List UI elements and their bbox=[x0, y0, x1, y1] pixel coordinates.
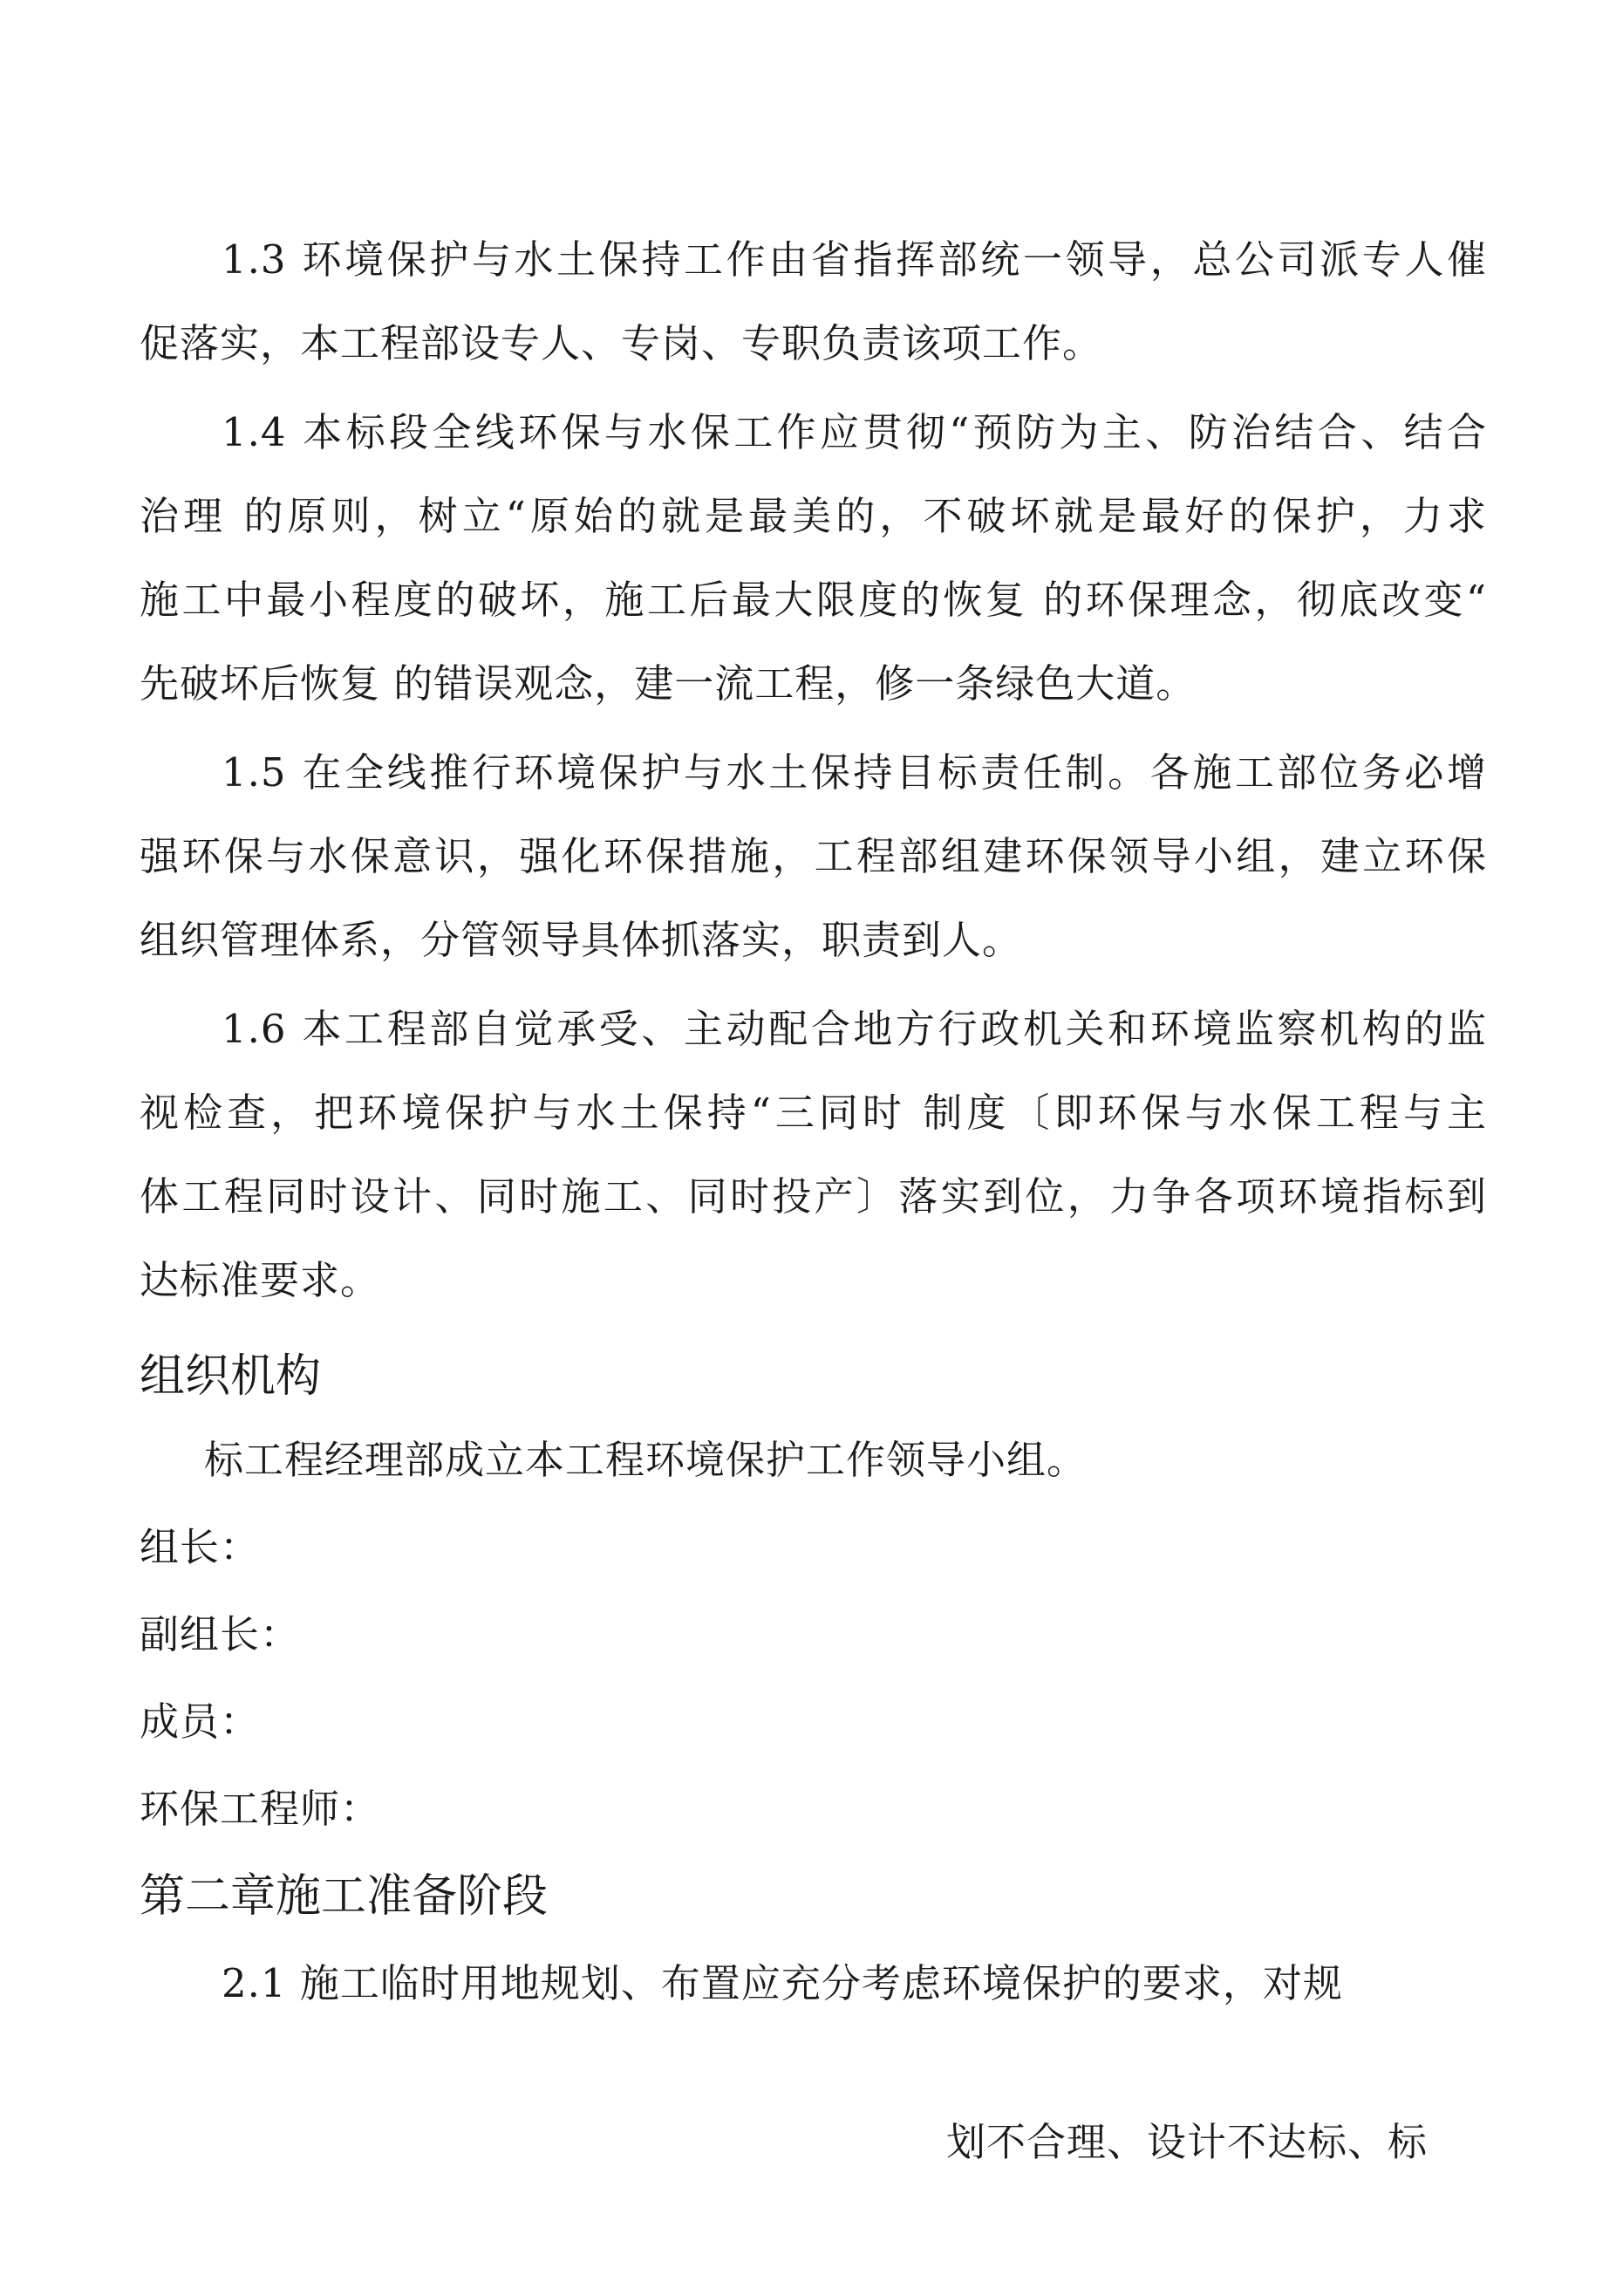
para-1-6-line-2: 视检查，把环境保护与水土保持“三同时 制度〔即环保与水保工程与主 bbox=[140, 1090, 1487, 1136]
para-2-1-line-1: 2.1 施工临时用地规划、布置应充分考虑环境保护的要求，对规 bbox=[222, 1960, 1343, 2006]
para-1-5-line-1: 1.5 在全线推行环境保护与水土保持目标责任制。各施工部位务必增 bbox=[222, 749, 1487, 796]
para-1-6-line-3: 体工程同时设计、同时施工、同时投产〕落实到位，力争各项环境指标到 bbox=[140, 1173, 1487, 1220]
para-1-4-line-3: 施工中最小程度的破坏，施工后最大限度的恢复 的环保理念，彻底改变“ bbox=[140, 577, 1487, 623]
para-1-5-line-3: 组织管理体系，分管领导具体抓落实，职责到人。 bbox=[140, 917, 1023, 963]
chapter-2-heading: 第二章施工准备阶段 bbox=[140, 1870, 549, 1923]
para-1-4-line-1: 1.4 本标段全线环保与水保工作应贯彻“预防为主、防治结合、结合 bbox=[222, 409, 1487, 455]
org-deputy-leader: 副组长： bbox=[140, 1611, 301, 1657]
para-1-6-line-1: 1.6 本工程部自觉承受、主动配合地方行政机关和环境监察机构的监 bbox=[222, 1006, 1487, 1052]
org-intro: 标工程经理部成立本工程环境保护工作领导小组。 bbox=[204, 1437, 1088, 1483]
org-env-engineer: 环保工程师： bbox=[140, 1786, 381, 1832]
para-1-6-line-4: 达标准要求。 bbox=[140, 1257, 381, 1303]
org-members: 成员： bbox=[140, 1698, 261, 1745]
section-heading-organization: 组织机构 bbox=[140, 1350, 322, 1403]
para-1-4-line-2: 治理 的原则，树立“原始的就是最美的，不破坏就是最好的保护，力求 bbox=[140, 493, 1487, 539]
para-1-3-line-1: 1.3 环境保护与水土保持工作由省指挥部统一领导，总公司派专人催 bbox=[222, 236, 1487, 283]
para-1-5-line-2: 强环保与水保意识，强化环保措施，工程部组建环保领导小组，建立环保 bbox=[140, 833, 1487, 879]
para-1-3-line-2: 促落实，本工程部设专人、专岗、专职负责该项工作。 bbox=[140, 320, 1103, 366]
para-1-4-line-4: 先破坏后恢复 的错误观念，建一流工程，修一条绿色大道。 bbox=[140, 660, 1197, 707]
org-leader: 组长： bbox=[140, 1524, 261, 1570]
para-2-1-tail: 划不合理、设计不达标、标 bbox=[946, 2119, 1429, 2165]
